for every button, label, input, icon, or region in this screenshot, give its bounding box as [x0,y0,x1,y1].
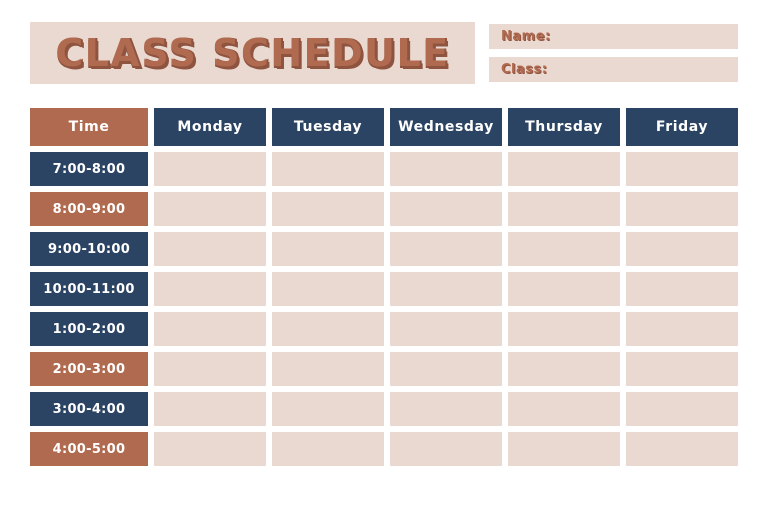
slot-monday[interactable] [154,312,266,346]
table-row [30,312,738,346]
slot-tuesday[interactable] [272,272,384,306]
column-header-thursday-label: Thursday [525,119,603,135]
column-header-wednesday [390,108,502,146]
slot-friday[interactable] [626,272,738,306]
slot-thursday[interactable] [508,152,620,186]
slot-friday[interactable] [626,312,738,346]
time-label: 9:00-10:00 [47,241,131,257]
column-header-friday [626,108,738,146]
title-banner [30,22,475,84]
time-label-cell [30,392,148,426]
class-field[interactable] [489,57,738,82]
slot-tuesday[interactable] [272,432,384,466]
slot-thursday[interactable] [508,312,620,346]
table-row [30,232,738,266]
slot-friday[interactable] [626,432,738,466]
slot-tuesday[interactable] [272,232,384,266]
slot-monday[interactable] [154,432,266,466]
slot-wednesday[interactable] [390,192,502,226]
time-label-cell [30,352,148,386]
slot-thursday[interactable] [508,272,620,306]
column-header-thursday [508,108,620,146]
slot-thursday[interactable] [508,192,620,226]
slot-thursday[interactable] [508,352,620,386]
table-row [30,192,738,226]
slot-monday[interactable] [154,152,266,186]
slot-thursday[interactable] [508,432,620,466]
column-header-tuesday-label: Tuesday [293,119,363,135]
table-row [30,272,738,306]
slot-tuesday[interactable] [272,312,384,346]
table-row [30,392,738,426]
name-field[interactable] [489,24,738,49]
slot-thursday[interactable] [508,392,620,426]
time-label-cell [30,232,148,266]
column-header-time [30,108,148,146]
slot-wednesday[interactable] [390,152,502,186]
page-title: CLASS SCHEDULE [55,31,450,75]
slot-thursday[interactable] [508,232,620,266]
time-label-cell [30,432,148,466]
schedule-table [30,108,738,466]
slot-friday[interactable] [626,352,738,386]
slot-wednesday[interactable] [390,312,502,346]
slot-tuesday[interactable] [272,352,384,386]
table-row [30,432,738,466]
slot-friday[interactable] [626,392,738,426]
table-header-row [30,108,738,146]
column-header-monday-label: Monday [177,119,243,135]
column-header-wednesday-label: Wednesday [398,119,494,135]
time-label: 3:00-4:00 [52,401,126,417]
column-header-time-label: Time [68,119,110,135]
slot-friday[interactable] [626,232,738,266]
slot-friday[interactable] [626,152,738,186]
time-label-cell [30,152,148,186]
slot-wednesday[interactable] [390,352,502,386]
column-header-monday [154,108,266,146]
time-label-cell [30,272,148,306]
slot-wednesday[interactable] [390,392,502,426]
column-header-friday-label: Friday [655,119,709,135]
time-label: 1:00-2:00 [52,321,126,337]
header [30,22,738,84]
slot-monday[interactable] [154,272,266,306]
time-label: 10:00-11:00 [43,281,135,297]
slot-tuesday[interactable] [272,392,384,426]
slot-wednesday[interactable] [390,432,502,466]
time-label: 2:00-3:00 [52,361,126,377]
name-label: Name: [501,29,551,44]
meta-fields [489,22,738,82]
time-label-cell [30,192,148,226]
class-label: Class: [501,62,548,77]
slot-wednesday[interactable] [390,232,502,266]
table-row [30,352,738,386]
time-label: 4:00-5:00 [52,441,126,457]
slot-wednesday[interactable] [390,272,502,306]
slot-tuesday[interactable] [272,152,384,186]
time-label: 7:00-8:00 [52,161,126,177]
time-label: 8:00-9:00 [52,201,126,217]
slot-monday[interactable] [154,232,266,266]
time-label-cell [30,312,148,346]
column-header-tuesday [272,108,384,146]
slot-monday[interactable] [154,392,266,426]
slot-monday[interactable] [154,352,266,386]
table-row [30,152,738,186]
slot-friday[interactable] [626,192,738,226]
slot-tuesday[interactable] [272,192,384,226]
slot-monday[interactable] [154,192,266,226]
